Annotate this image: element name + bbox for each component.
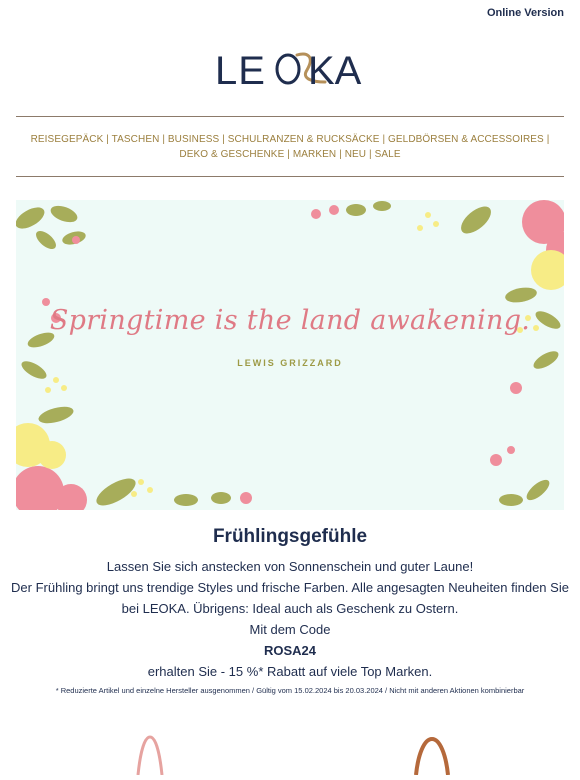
product-brown-bag[interactable] <box>412 735 452 780</box>
leoka-logo-icon <box>215 46 365 92</box>
discount-code: ROSA24 <box>263 643 317 658</box>
discount-text: erhalten Sie - 15 %* Rabatt auf viele Top Marken. <box>147 664 433 679</box>
banner-quote: Springtime is the land awakening. <box>49 305 531 336</box>
nav-item-neu[interactable]: NEU <box>344 149 367 160</box>
banner-text <box>16 305 564 368</box>
body-text-line: bei LEOKA. Übrigens: Ideal auch als Geschenk zu Ostern. <box>121 601 459 616</box>
banner-author: LEWIS GRIZZARD <box>237 358 343 368</box>
pink-bag-icon <box>132 735 168 775</box>
svg-text:LE: LE <box>215 49 266 92</box>
svg-text:KA: KA <box>308 49 362 92</box>
nav-item-reisegepaeck[interactable]: REISEGEPÄCK <box>30 134 104 145</box>
nav-separator: | <box>287 149 290 160</box>
nav-separator: | <box>382 134 386 145</box>
spring-banner[interactable] <box>16 200 564 510</box>
divider-bottom <box>16 176 564 177</box>
top-bar <box>0 0 580 24</box>
nav-item-schulranzen[interactable]: SCHULRANZEN & RUCKSÄCKE <box>227 134 380 145</box>
product-pink-bag[interactable] <box>132 735 168 780</box>
nav-separator: | <box>339 149 342 160</box>
nav-separator: | <box>546 134 550 145</box>
nav-separator: | <box>222 134 225 145</box>
nav-item-taschen[interactable]: TASCHEN <box>111 134 160 145</box>
main-nav <box>24 132 556 162</box>
logo[interactable] <box>0 46 580 92</box>
intro-text: Lassen Sie sich anstecken von Sonnenschein und guter Laune! <box>106 559 474 574</box>
online-version-link[interactable]: Online Version <box>486 7 564 19</box>
nav-item-business[interactable]: BUSINESS <box>167 134 220 145</box>
nav-separator: | <box>162 134 166 145</box>
nav-separator: | <box>369 149 372 160</box>
main-content <box>0 526 580 695</box>
divider-top <box>16 116 564 117</box>
brown-bag-icon <box>412 735 452 775</box>
fineprint: * Reduzierte Artikel und einzelne Hersteller ausgenommen / Gültig vom 15.02.2024 bis 20.03.2024 / Nicht mit anderen Aktionen kombinierbar <box>55 686 525 695</box>
body-text-line: Der Frühling bringt uns trendige Styles und frische Farben. Alle angesagten Neuheiten finden Sie <box>11 580 569 595</box>
nav-item-sale[interactable]: SALE <box>374 149 401 160</box>
nav-separator: | <box>106 134 109 145</box>
nav-item-marken[interactable]: MARKEN <box>292 149 337 160</box>
code-intro: Mit dem Code <box>249 622 331 637</box>
nav-item-geldboersen[interactable]: GELDBÖRSEN & ACCESSOIRES <box>388 134 544 145</box>
nav-item-deko[interactable]: DEKO & GESCHENKE <box>179 149 285 160</box>
headline: Frühlingsgefühle <box>212 526 368 547</box>
